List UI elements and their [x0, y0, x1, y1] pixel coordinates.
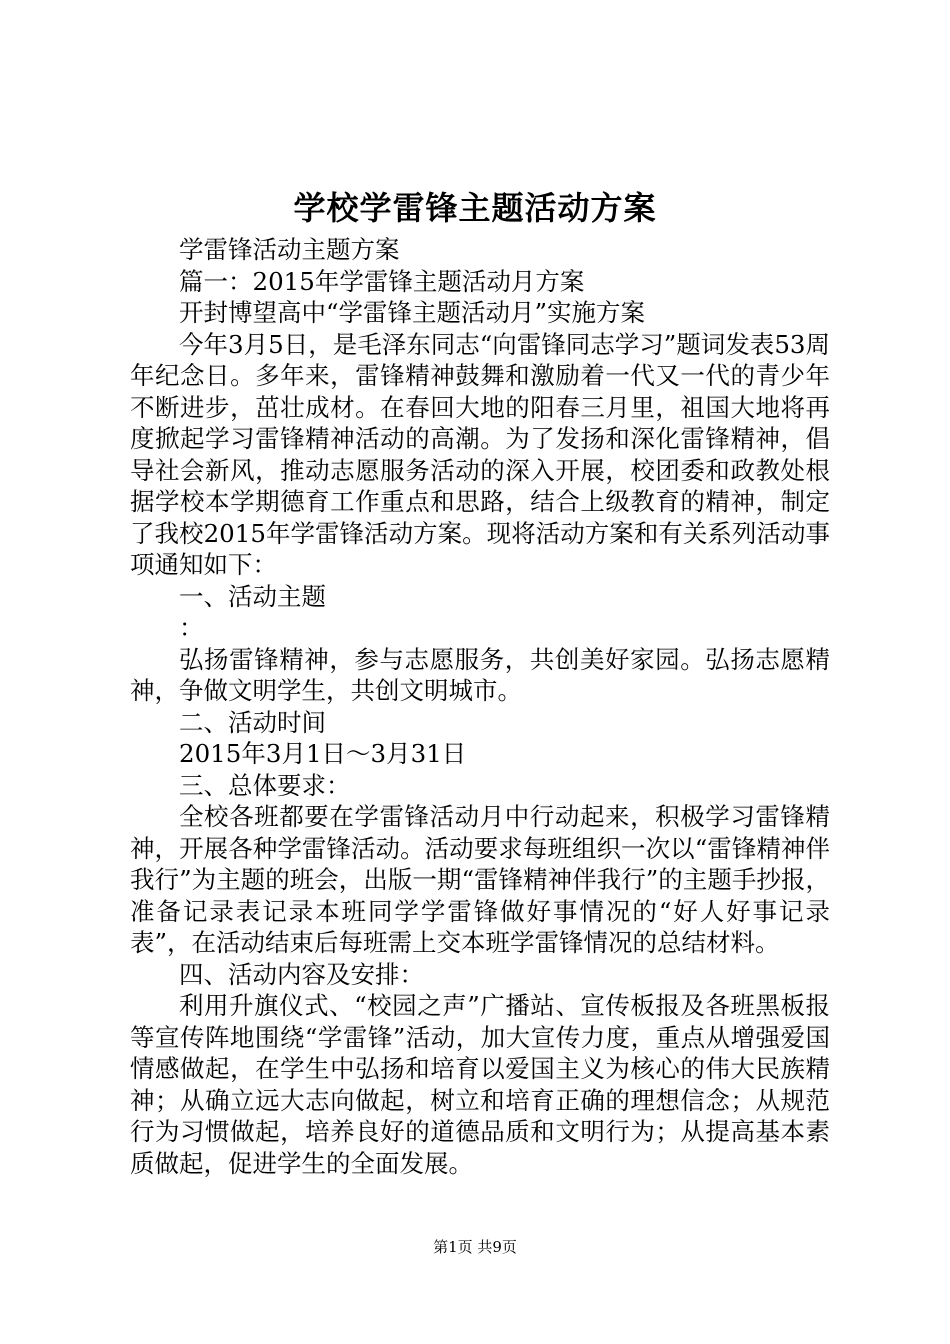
paragraph-introduction: 今年3月5日，是毛泽东同志“向雷锋同志学习”题词发表53周年纪念日。多年来，雷锋精神鼓舞和激励着一代又一代的青少年不断进步，茁壮成材。在春回大地的阳春三月里，祖国大地将再度掀起学习雷锋精神活动的高潮。为了发扬和深化雷锋精神，倡导社会新风，推动志愿服务活动的深入开展，校团委和政教处根据学校本学期德育工作重点和思路，结合上级教育的精神，制定了我校2015年学雷锋活动方案。现将活动方案和有关系列活动事项通知如下： [130, 329, 830, 579]
section-heading-time: 二、活动时间 [179, 707, 326, 737]
section-heading-requirements: 三、总体要求： [179, 770, 351, 800]
paragraph-time-content: 2015年3月1日～3月31日 [179, 739, 467, 768]
paragraph-requirements-content: 全校各班都要在学雷锋活动月中行动起来，积极学习雷锋精神，开展各种学雷锋活动。活动要求每班组织一次以“雷锋精神伴我行”为主题的班会，出版一期“雷锋精神伴我行”的主题手抄报，准备记录表记录本班同学学雷锋做好事情况的“好人好事记录表”，在活动结束后每班需上交本班学雷锋情况的总结材料。 [130, 802, 830, 957]
section-heading-theme: 一、活动主题 [179, 581, 326, 611]
document-title: 学校学雷锋主题活动方案 [293, 189, 657, 227]
document-body [130, 234, 830, 1179]
paragraph-content-arrangement: 利用升旗仪式、“校园之声”广播站、宣传板报及各班黑板报等宣传阵地围绕“学雷锋”活动，加大宣传力度，重点从增强爱国情感做起，在学生中弘扬和培育以爱国主义为核心的伟大民族精神；从确立远大志向做起，树立和培育正确的理想信念；从规范行为习惯做起，培养良好的道德品质和文明行为；从提高基本素质做起，促进学生的全面发展。 [130, 991, 830, 1178]
paragraph-subtitle: 学雷锋活动主题方案 [179, 235, 400, 264]
paragraph-theme-content: 弘扬雷锋精神，参与志愿服务，共创美好家园。弘扬志愿精神，争做文明学生，共创文明城市。 [130, 644, 830, 705]
paragraph-plan-title: 开封博望高中“学雷锋主题活动月”实施方案 [179, 298, 646, 327]
section-heading-content: 四、活动内容及安排： [179, 959, 424, 989]
paragraph-colon: ： [179, 613, 204, 642]
page-footer: 第1页 共9页 [433, 1238, 517, 1256]
paragraph-chapter-heading: 篇一：2015年学雷锋主题活动月方案 [179, 266, 585, 296]
